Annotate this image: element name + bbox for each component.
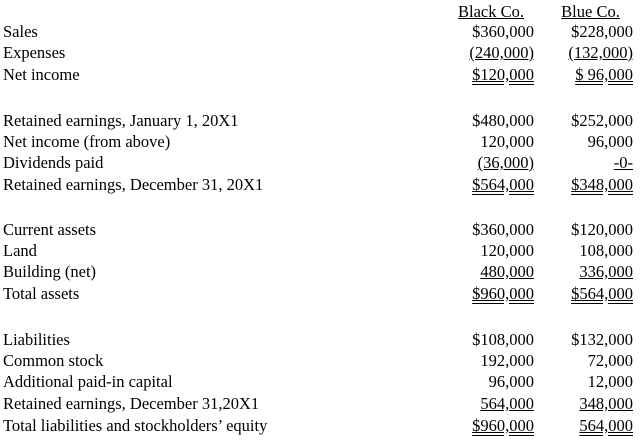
dividends-row [0,153,642,173]
blue-value: -0- [613,153,633,172]
black-value: 480,000 [480,262,534,281]
row-label: Common stock [3,351,104,370]
blue-value: $348,000 [571,175,633,194]
blue-value: $120,000 [571,220,633,239]
black-value: 120,000 [480,241,534,260]
apic-row [0,372,642,392]
blue-value: 96,000 [587,132,633,151]
row-label: Net income [3,65,80,84]
row-label: Retained earnings, December 31, 20X1 [3,175,264,194]
blue-value: 108,000 [579,241,633,260]
row-label: Additional paid-in capital [3,372,173,391]
row-label: Net income (from above) [3,132,171,151]
black-value: 120,000 [480,132,534,151]
common-stock-row [0,351,642,371]
row-label: Sales [3,22,38,41]
blue-value: $132,000 [571,330,633,349]
black-value: 564,000 [480,394,534,413]
expenses-row [0,43,642,63]
blue-value: 12,000 [587,372,633,391]
header-black-co: Black Co. [458,2,524,21]
retained-beginning-row [0,111,642,131]
retained-net-income-row [0,132,642,152]
row-label: Retained earnings, January 1, 20X1 [3,111,239,130]
land-row [0,241,642,261]
row-label: Total assets [3,284,80,303]
blue-value: $564,000 [571,284,633,303]
row-label: Total liabilities and stockholders’ equity [3,416,268,435]
blue-value: $ 96,000 [575,65,633,84]
black-value: $960,000 [472,284,534,303]
row-label: Expenses [3,43,66,62]
black-value: (240,000) [469,43,534,62]
black-value: $960,000 [472,416,534,435]
black-value: 192,000 [480,351,534,370]
black-value: 96,000 [488,372,534,391]
row-label: Building (net) [3,262,97,281]
sales-row [0,22,642,42]
black-value: $108,000 [472,330,534,349]
retained-ending-row [0,175,642,195]
total-assets-row [0,284,642,304]
row-label: Liabilities [3,330,70,349]
row-label: Retained earnings, December 31,20X1 [3,394,260,413]
blue-value: 336,000 [579,262,633,281]
black-value: $360,000 [472,22,534,41]
blue-value: 72,000 [587,351,633,370]
header-blue-co: Blue Co. [561,2,620,21]
liabilities-row [0,330,642,350]
blue-value: $252,000 [571,111,633,130]
black-value: $120,000 [472,65,534,84]
row-label: Dividends paid [3,153,104,172]
building-row [0,262,642,282]
equity-retained-row [0,394,642,414]
total-liabilities-equity-row [0,416,642,436]
black-value: (36,000) [477,153,534,172]
black-value: $564,000 [472,175,534,194]
blue-value: 348,000 [579,394,633,413]
blue-value: $228,000 [571,22,633,41]
black-value: $480,000 [472,111,534,130]
black-value: $360,000 [472,220,534,239]
row-label: Current assets [3,220,97,239]
current-assets-row [0,220,642,240]
blue-value: 564,000 [579,416,633,435]
row-label: Land [3,241,37,260]
column-header-row [0,2,642,22]
blue-value: (132,000) [568,43,633,62]
net-income-row [0,65,642,85]
